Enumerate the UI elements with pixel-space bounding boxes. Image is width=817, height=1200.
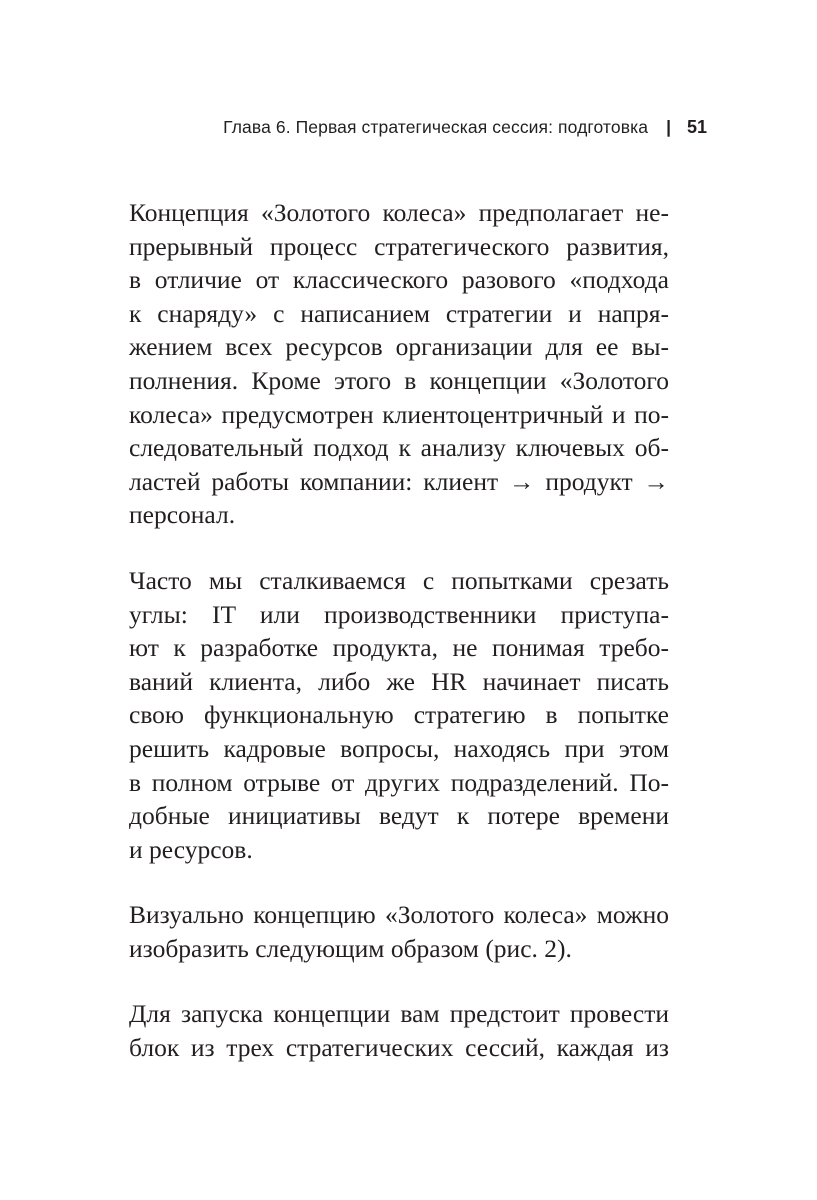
text-line: персонал.	[129, 500, 236, 530]
text-line: Концепция «Золотого колеса» предполагает не-	[129, 198, 669, 227]
page-number: 51	[686, 117, 707, 137]
text-line: добные инициативы ведут к потере времени	[129, 801, 669, 831]
text-line: ют к разработке продукта, не понимая требо-	[129, 633, 669, 663]
text-line: свою функциональную стратегию в попытке	[129, 700, 669, 730]
text-line: ваний клиента, либо же HR начинает писать	[129, 666, 669, 696]
text-line: и ресурсов.	[129, 834, 253, 864]
text-line: Визуально концепцию «Золотого колеса» можно	[129, 900, 669, 930]
running-header	[223, 117, 707, 138]
text-line: в отличие от классического разового «подхода	[129, 265, 669, 295]
chapter-title: Глава 6. Первая стратегическая сессия: подготовка	[223, 117, 649, 137]
paragraph-1	[129, 196, 669, 532]
paragraph-4	[129, 997, 669, 1064]
text-line: ластей работы компании: клиент → продукт →	[129, 466, 669, 496]
text-line: прерывный процесс стратегического развития,	[129, 231, 669, 261]
text-line: решить кадровые вопросы, находясь при этом	[129, 733, 669, 763]
text-line: Часто мы сталкиваемся с попытками срезать	[129, 565, 669, 595]
paragraph-3	[129, 898, 669, 965]
text-line: изобразить следующим образом (рис. 2).	[129, 933, 572, 963]
text-line: Для запуска концепции вам предстоит провести	[129, 999, 669, 1029]
text-line: к снаряду» с написанием стратегии и напря-	[129, 298, 669, 328]
text-line: следовательный подход к анализу ключевых об-	[129, 433, 669, 463]
text-line: в полном отрыве от других подразделений. По-	[129, 767, 669, 797]
text-line: жением всех ресурсов организации для ее вы-	[129, 332, 669, 362]
text-line: полнения. Кроме этого в концепции «Золотого	[129, 365, 669, 395]
header-separator: |	[666, 117, 671, 137]
text-line: колеса» предусмотрен клиентоцентричный и по-	[129, 399, 669, 429]
body-text	[129, 196, 669, 1065]
paragraph-2	[129, 564, 669, 866]
text-line: блок из трех стратегических сессий, каждая из	[129, 1033, 669, 1063]
text-line: углы: IT или производственники приступа-	[129, 599, 669, 629]
